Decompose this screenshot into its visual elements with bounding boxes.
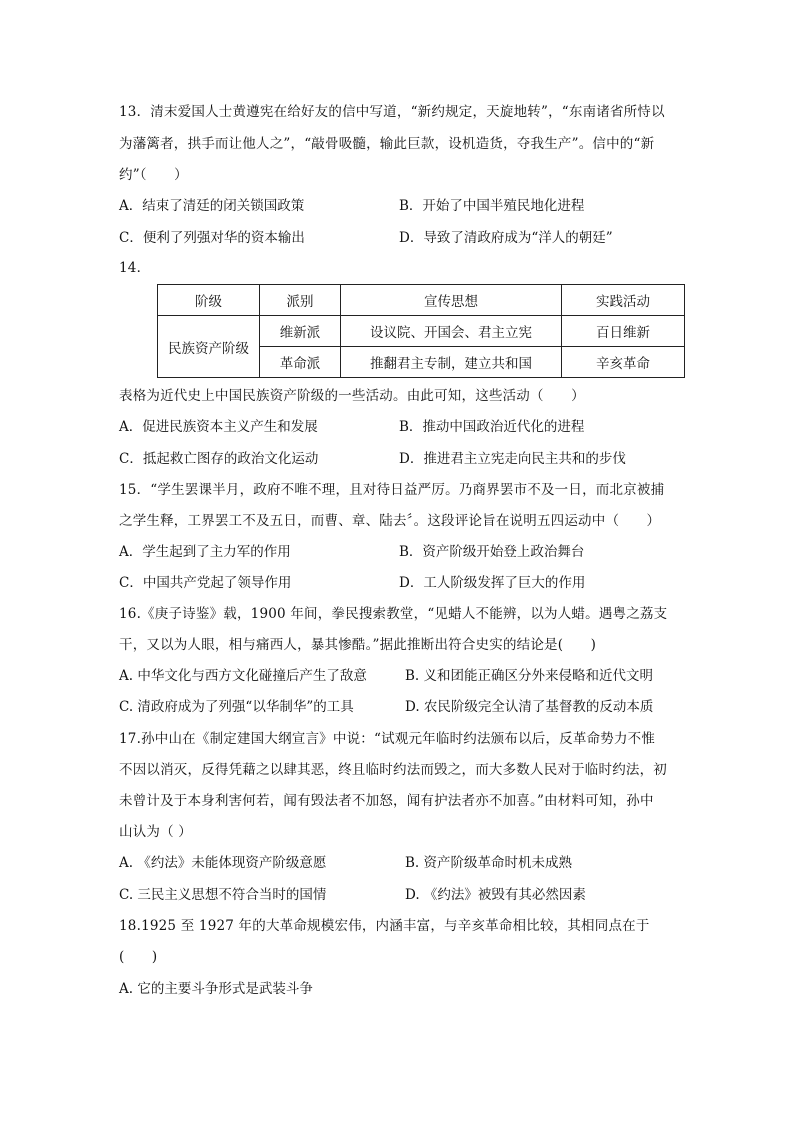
question-14-option-b: B．推动中国政治近代化的进程 <box>399 419 585 435</box>
table-header-row <box>158 285 685 316</box>
question-14-stem: 表格为近代史上中国民族资产阶级的一些活动。由此可知，这些活动（ ） <box>119 388 585 404</box>
question-16-line-1: 16.《庚子诗鉴》载，1900 年间，拳民搜索教堂，“见蜡人不能辨，以为人蜡。遇粤之荔支 <box>119 606 668 622</box>
table-row <box>158 316 685 347</box>
question-15-option-a: A．学生起到了主力军的作用 <box>119 544 291 560</box>
question-13-option-d: D．导致了清政府成为“洋人的朝廷” <box>399 230 613 246</box>
question-14-option-a: A．促进民族资本主义产生和发展 <box>119 419 318 435</box>
table-cell: 革命派 <box>260 347 341 378</box>
question-14-option-c: C．抵起救亡图存的政治文化运动 <box>119 451 319 467</box>
question-16-option-b: B. 义和团能正确区分外来侵略和近代文明 <box>405 668 654 684</box>
question-17-option-d: D. 《约法》被毁有其必然因素 <box>405 887 586 903</box>
question-13-option-a: A．结束了清廷的闭关锁国政策 <box>119 198 305 214</box>
question-13-line-1: 13．清末爱国人士黄遵宪在给好友的信中写道，“新约规定，天旋地转”，“东南诸省所恃以 <box>119 104 665 120</box>
question-13-line-3: 约”（ ） <box>119 167 188 183</box>
question-15-option-b: B．资产阶级开始登上政治舞台 <box>399 544 585 560</box>
question-18-option-a: A. 它的主要斗争形式是武装斗争 <box>119 981 313 997</box>
table-cell: 推翻君主专制，建立共和国 <box>341 347 562 378</box>
question-13-option-b: B．开始了中国半殖民地化进程 <box>399 198 585 214</box>
table-cell: 辛亥革命 <box>562 347 685 378</box>
question-14-option-d: D．推进君主立宪走向民主共和的步伐 <box>399 451 626 467</box>
table-header-cell: 实践活动 <box>562 285 685 316</box>
question-17-option-b: B. 资产阶级革命时机未成熟 <box>405 855 573 871</box>
question-17-option-c: C. 三民主义思想不符合当时的国情 <box>119 887 327 903</box>
question-17-line-2: 不因以消灭，反得凭藉之以肆其恶，终且临时约法而毁之，而大多数人民对于临时约法，初 <box>119 762 667 778</box>
question-18-line-1: 18.1925 至 1927 年的大革命规模宏伟，内涵丰富，与辛亥革命相比较，其相同点在于 <box>119 918 650 934</box>
question-14-table <box>157 284 685 378</box>
table-cell: 设议院、开国会、君主立宪 <box>341 316 562 347</box>
question-13-option-c: C．便利了列强对华的资本输出 <box>119 230 305 246</box>
question-16-option-c: C. 清政府成为了列强“以华制华”的工具 <box>119 699 354 715</box>
question-15-line-1: 15．“学生罢课半月，政府不唯不理，且对待日益严厉。乃商界罢市不及一日，而北京被捕 <box>119 482 665 498</box>
question-17-line-4: 山认为（ ） <box>119 824 192 840</box>
table-header-cell: 派别 <box>260 285 341 316</box>
question-16-line-2: 干，又以为人眼，相与痛西人，暴其惨酷。”据此推断出符合史实的结论是( ) <box>119 637 597 653</box>
question-15-option-d: D．工人阶级发挥了巨大的作用 <box>399 575 586 591</box>
table-cell: 维新派 <box>260 316 341 347</box>
question-17-option-a: A. 《约法》未能体现资产阶级意愿 <box>119 855 327 871</box>
question-15-line-2: 之学生释，工界罢工不及五日，而曹、章、陆去〞。这段评论旨在说明五四运动中（ ） <box>119 513 661 529</box>
question-13-line-2: 为藩篱者，拱手而让他人之”，“敲骨吸髓，输此巨款，设机造货，夺我生产”。信中的“新 <box>119 136 655 152</box>
question-17-line-3: 未曾计及于本身利害何若，闻有毁法者不加怒，闻有护法者亦不加喜。”由材料可知，孙中 <box>119 793 654 809</box>
question-16-option-d: D. 农民阶级完全认清了基督教的反动本质 <box>405 699 654 715</box>
question-15-option-c: C．中国共产党起了领导作用 <box>119 575 292 591</box>
question-14-number: 14． <box>119 260 151 276</box>
table-header-cell: 宣传思想 <box>341 285 562 316</box>
table-cell: 百日维新 <box>562 316 685 347</box>
question-18-line-2: ( ) <box>119 949 158 965</box>
table-header-cell: 阶级 <box>158 285 260 316</box>
question-17-line-1: 17.孙中山在《制定建国大纲宣言》中说：“试观元年临时约法颁布以后，反革命势力不惟 <box>119 731 656 747</box>
table-cell-class: 民族资产阶级 <box>158 316 260 378</box>
question-16-option-a: A. 中华文化与西方文化碰撞后产生了敌意 <box>119 668 367 684</box>
